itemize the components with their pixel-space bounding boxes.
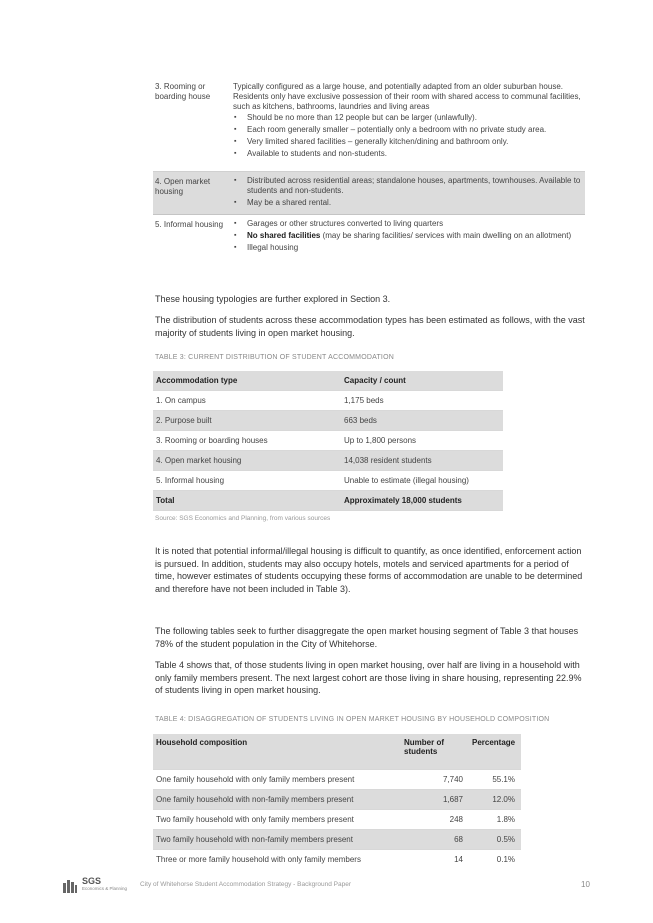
bullet: ▪ Illegal housing (247, 243, 583, 253)
table-header-row (153, 371, 503, 391)
cell: Unable to estimate (illegal housing) (341, 471, 503, 491)
cell: 5. Informal housing (153, 471, 341, 491)
typology-label: 5. Informal housing (155, 220, 224, 229)
table-total-row (153, 491, 503, 511)
header-cell: Household composition (153, 734, 401, 770)
typology-label: 4. Open market housing (155, 177, 211, 196)
accommodation-table (153, 371, 503, 511)
cell: 0.5% (469, 830, 521, 850)
cell: 14,038 resident students (341, 451, 503, 471)
typology-intro: Typically configured as a large house, and potentially adapted from an older suburban house. Residents only have exclusive possession of their room with shared access to communal facilities, such as kitchens, bathrooms, laundries and living areas (233, 82, 581, 111)
table-row (153, 431, 503, 451)
logo-subtitle: Economics & Planning (82, 886, 128, 891)
bullet: ▪ Very limited shared facilities – generally kitchen/dining and bathroom only. (247, 137, 583, 147)
bullet: ▪ Should be no more than 12 people but can be larger (unlawfully). (247, 113, 583, 123)
bullet: ▪ No shared facilities (may be sharing facilities/ services with main dwelling on an allotment) (247, 231, 583, 241)
cell: 1.8% (469, 810, 521, 830)
typology-row-informal (153, 215, 585, 270)
header-cell: Percentage (469, 734, 521, 770)
cell: 7,740 (401, 770, 469, 790)
cell: 12.0% (469, 790, 521, 810)
paragraph: Table 4 shows that, of those students living in open market housing, over half are living in a household with only family members present. The next largest cohort are those living in share housing, representing 22.9% of students living in open market housing. (155, 660, 582, 695)
cell: 55.1% (469, 770, 521, 790)
paragraph: The distribution of students across these accommodation types has been estimated as follows, with the vast majority of students living in open market housing. (155, 315, 585, 338)
paragraph: It is noted that potential informal/illegal housing is difficult to quantify, as once identified, enforcement action is pursued. In addition, students may also occupy hotels, motels and serviced apartments for a period of time, however estimates of students occupying these forms of accommodation are unable to be determined and therefore have not been included in Table 3). (155, 546, 583, 594)
typology-bullets (233, 113, 583, 159)
cell: 4. Open market housing (153, 451, 341, 471)
sgs-logo-icon (62, 878, 78, 894)
cell: One family household with only family members present (153, 770, 401, 790)
cell: 1,175 beds (341, 391, 503, 411)
table-header-row (153, 734, 521, 770)
bullet: ▪ Distributed across residential areas; standalone houses, apartments, townhouses. Available to students and non-students. (247, 176, 583, 196)
typology-bullets (233, 219, 583, 253)
cell: Three or more family household with only family members (156, 855, 361, 864)
bold-prefix: No shared facilities (247, 231, 321, 240)
page-footer (0, 876, 653, 896)
cell: 1. On campus (153, 391, 341, 411)
table-row (153, 471, 503, 491)
table-caption: TABLE 4: DISAGGREGATION OF STUDENTS LIVING IN OPEN MARKET HOUSING BY HOUSEHOLD COMPOSITION (155, 716, 550, 723)
cell: 3. Rooming or boarding houses (153, 431, 341, 451)
paragraph: The following tables seek to further disaggregate the open market housing segment of Table 3 that houses 78% of the student population in the City of Whitehorse. (155, 626, 579, 649)
cell: Approximately 18,000 students (341, 491, 503, 511)
table-row (153, 830, 521, 850)
cell: One family household with non-family members present (153, 790, 401, 810)
table-source: Source: SGS Economics and Planning, from various sources (155, 515, 331, 522)
cell: 1,687 (401, 790, 469, 810)
cell: 2. Purpose built (153, 411, 341, 431)
cell: Two family household with only family members present (153, 810, 401, 830)
household-composition-table (153, 734, 521, 869)
cell: 14 (454, 855, 463, 864)
cell: 68 (401, 830, 469, 850)
logo-word: SGS (82, 876, 102, 886)
typology-row-open-market (153, 172, 585, 215)
bullet: ▪ Each room generally smaller – potentially only a bedroom with no private study area. (247, 125, 583, 135)
cell: 248 (401, 810, 469, 830)
header-cell: Capacity / count (341, 371, 503, 391)
cell: Two family household with non-family members present (153, 830, 401, 850)
typology-table (153, 80, 585, 270)
table-row (153, 411, 503, 431)
header-cell: Number of students (401, 734, 469, 770)
table-row (153, 850, 521, 870)
footer-title: City of Whitehorse Student Accommodation Strategy - Background Paper (140, 881, 351, 888)
page-number: 10 (581, 880, 590, 889)
table-caption: TABLE 3: CURRENT DISTRIBUTION OF STUDENT ACCOMMODATION (155, 354, 394, 361)
cell: Total (153, 491, 341, 511)
table-row (153, 451, 503, 471)
bullet: ▪ May be a shared rental. (247, 198, 583, 208)
typology-row-rooming (153, 80, 585, 172)
table-row (153, 391, 503, 411)
table-row (153, 770, 521, 790)
typology-bullets (233, 176, 583, 208)
cell: 663 beds (341, 411, 503, 431)
table-row (153, 790, 521, 810)
cell: Up to 1,800 persons (341, 431, 503, 451)
sgs-logo (62, 876, 128, 896)
bullet: ▪ Garages or other structures converted to living quarters (247, 219, 583, 229)
paragraph: These housing typologies are further explored in Section 3. (155, 294, 391, 304)
typology-label: 3. Rooming or boarding house (155, 82, 211, 101)
table-row (153, 810, 521, 830)
bullet: ▪ Available to students and non-students. (247, 149, 583, 159)
cell: 0.1% (496, 855, 515, 864)
header-cell: Accommodation type (153, 371, 341, 391)
